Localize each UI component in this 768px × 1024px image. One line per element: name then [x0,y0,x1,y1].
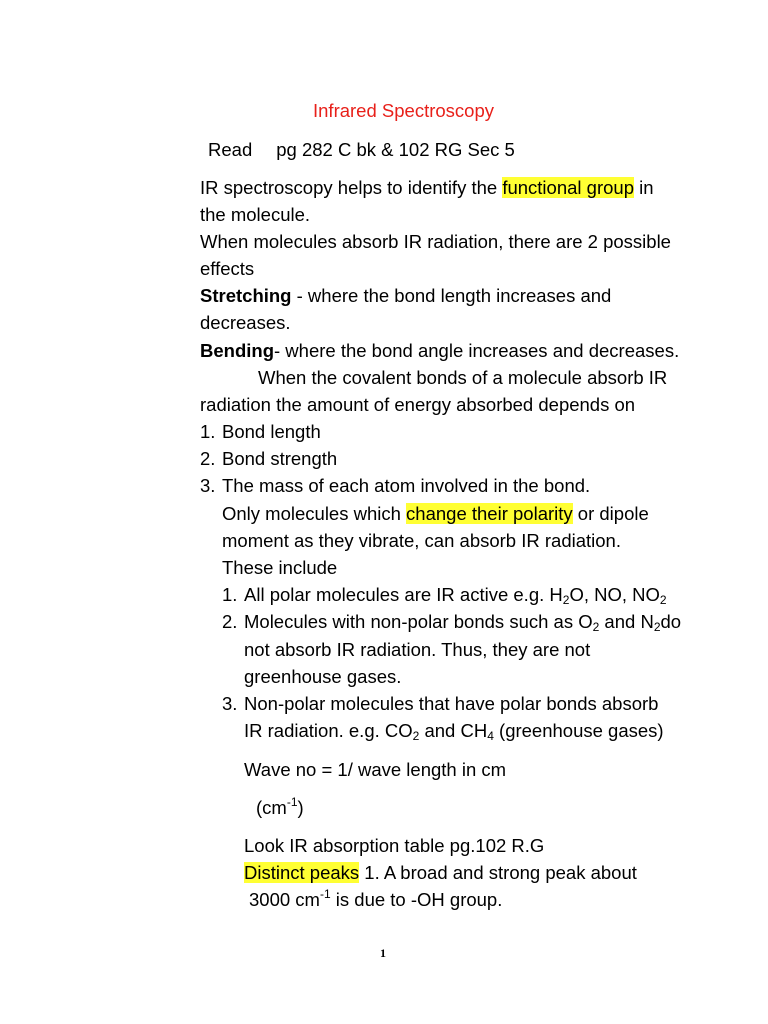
intro-line-1 [200,177,654,199]
bending-definition: - where the bond angle increases and decreases. [274,340,680,361]
peaks-line-1 [244,862,637,884]
highlight-functional-group: functional group [502,177,634,198]
include-item-2-line-3: greenhouse gases. [244,666,402,687]
peaks-text: is due to -OH group. [330,889,503,910]
intro-text-end: in [633,177,654,198]
include-item-2-line-2: not absorb IR radiation. Thus, they are not [244,639,591,660]
include-text: and N [599,611,654,632]
intro-line-2: the molecule. [200,204,311,225]
factor-number: 1. [200,421,216,442]
highlight-change-polarity: change their polarity [406,503,573,524]
stretching-line-2: decreases. [200,312,291,333]
factor-item-2 [200,448,337,470]
include-text: IR radiation. e.g. CO [244,720,413,741]
subscript: 4 [487,729,494,743]
polarity-line-3: These include [222,557,338,578]
wave-number-line: Wave no = 1/ wave length in cm [244,759,507,780]
polarity-line-2: moment as they vibrate, can absorb IR radiation. [222,530,621,551]
include-item-2 [222,611,681,633]
subscript: 2 [592,620,600,634]
include-item-1 [222,584,667,606]
include-number: 1. [222,584,238,605]
factor-item-3 [200,475,590,497]
factor-text: Bond strength [222,448,338,469]
energy-line-1: When the covalent bonds of a molecule absorb IR [258,367,668,388]
absorb-line-2: effects [200,258,255,279]
include-number: 3. [222,693,238,714]
include-text: and CH [419,720,488,741]
read-reference: pg 282 C bk & 102 RG Sec 5 [276,139,515,160]
polarity-text-end: or dipole [572,503,649,524]
wave-unit-line [256,797,304,819]
include-item-3 [222,693,658,715]
page-number: 1 [380,946,386,960]
unit-text: ) [297,797,304,818]
include-text: Molecules with non-polar bonds such as O [244,611,593,632]
polarity-line-1 [222,503,649,525]
stretching-term: Stretching [200,285,292,306]
factor-number: 2. [200,448,216,469]
factor-text: Bond length [222,421,321,442]
lookup-line: Look IR absorption table pg.102 R.G [244,835,545,856]
bending-term: Bending [200,340,274,361]
include-text: O, NO, NO [569,584,660,605]
page-title: Infrared Spectroscopy [313,100,494,121]
superscript: -1 [286,795,298,809]
highlight-distinct-peaks: Distinct peaks [244,862,360,883]
absorb-line-1: When molecules absorb IR radiation, there are 2 possible [200,231,671,252]
energy-line-2: radiation the amount of energy absorbed depends on [200,394,636,415]
read-line [208,139,515,161]
include-text: (greenhouse gases) [493,720,664,741]
include-number: 2. [222,611,238,632]
subscript: 2 [562,593,570,607]
intro-text: IR spectroscopy helps to identify the [200,177,503,198]
stretching-definition: - where the bond length increases and [291,285,612,306]
peaks-line-2 [249,889,502,911]
factor-item-1 [200,421,321,443]
superscript: -1 [319,887,331,901]
subscript: 2 [659,593,667,607]
include-text: All polar molecules are IR active e.g. H [244,584,563,605]
subscript: 2 [653,620,661,634]
unit-text: (cm [256,797,287,818]
include-text: do [660,611,682,632]
include-text: Non-polar molecules that have polar bonds absorb [244,693,659,714]
subscript: 2 [412,729,420,743]
read-label: Read [208,139,253,160]
include-item-3-line-2 [244,720,664,742]
peaks-text: 1. A broad and strong peak about [359,862,637,883]
stretching-line-1 [200,285,611,307]
factor-number: 3. [200,475,216,496]
polarity-text: Only molecules which [222,503,407,524]
factor-text: The mass of each atom involved in the bond. [222,475,591,496]
peaks-text: 3000 cm [249,889,320,910]
bending-line [200,340,679,362]
